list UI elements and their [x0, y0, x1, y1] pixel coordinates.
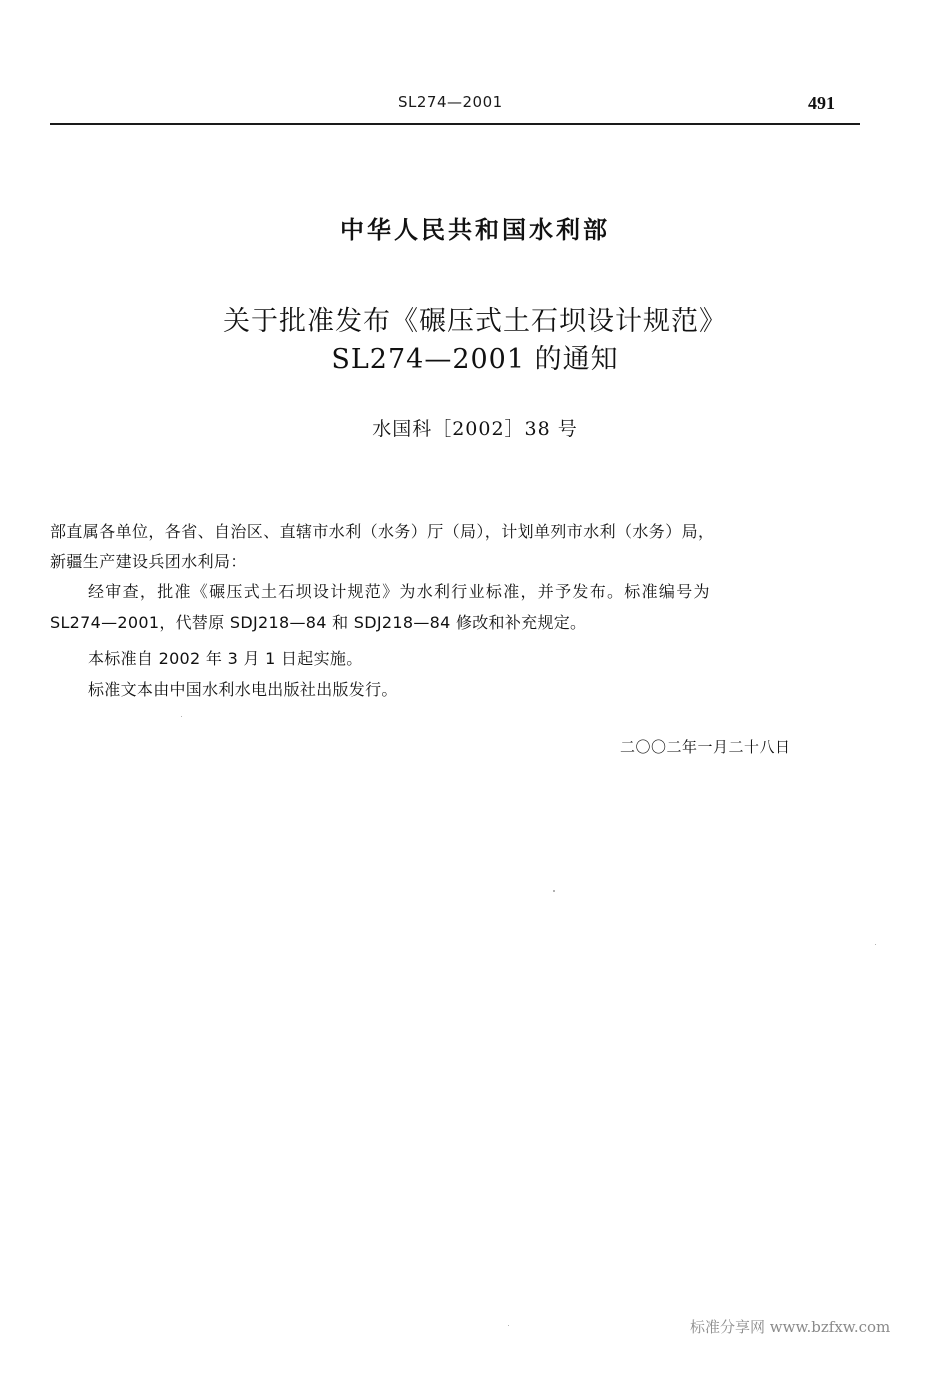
- scan-speck: [553, 890, 555, 892]
- approval-paragraph-line-1: 经审查，批准《碾压式土石坝设计规范》为水利行业标准，并予发布。标准编号为: [88, 582, 711, 601]
- header-rule: [50, 123, 860, 125]
- notice-title-line-1: 关于批准发布《碾压式土石坝设计规范》: [223, 306, 727, 337]
- scan-speck: [181, 716, 182, 717]
- notice-title-line-2: SL274—2001 的通知: [331, 344, 619, 375]
- effective-date-paragraph: 本标准自 2002 年 3 月 1 日起实施。: [88, 649, 363, 668]
- approval-paragraph-line-2: SL274—2001，代替原 SDJ218—84 和 SDJ218—84 修改和补充规定。: [50, 613, 587, 632]
- issuer-title: 中华人民共和国水利部: [340, 216, 610, 244]
- recipients-line-1: 部直属各单位，各省、自治区、直辖市水利（水务）厅（局），计划单列市水利（水务）局，: [50, 522, 715, 541]
- publisher-paragraph: 标准文本由中国水利水电出版社出版发行。: [88, 680, 398, 699]
- recipients-line-2: 新疆生产建设兵团水利局：: [50, 552, 247, 571]
- scan-speck: [875, 944, 876, 945]
- scan-speck: [508, 1325, 509, 1326]
- page-number: 491: [808, 93, 835, 113]
- running-header-standard-code: SL274—2001: [398, 93, 503, 111]
- signature-date: 二〇〇二年一月二十八日: [620, 738, 791, 756]
- document-number: 水国科［2002］38 号: [372, 418, 578, 440]
- site-watermark: 标准分享网 www.bzfxw.com: [690, 1318, 891, 1336]
